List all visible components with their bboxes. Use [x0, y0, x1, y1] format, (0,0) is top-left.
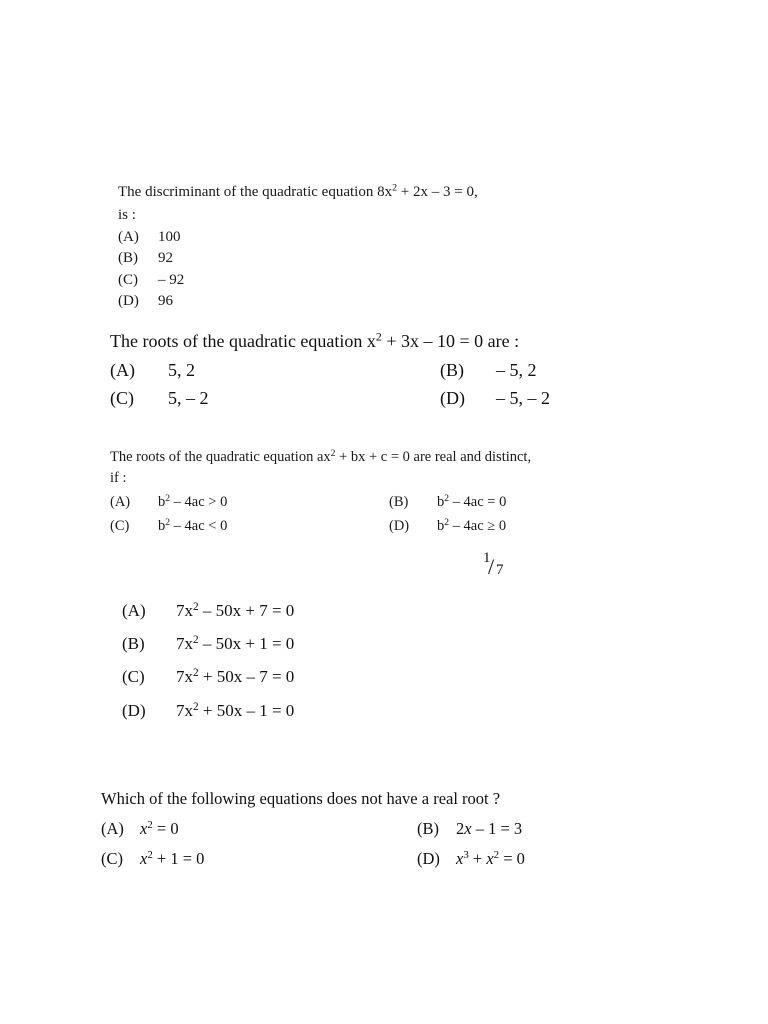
option-text: – 5, 2 [496, 360, 537, 380]
question-stem-line2: is : [118, 207, 136, 223]
option-text: 96 [158, 293, 173, 309]
option-text: 92 [158, 250, 173, 266]
option-label: (D) [122, 701, 146, 720]
option-label: (B) [122, 634, 145, 653]
option-label: (B) [389, 494, 409, 510]
option-text: $7x^2 + 50x - 1 = 0$ [176, 700, 295, 720]
fraction-denominator: 7 [496, 562, 504, 578]
option-label: (B) [440, 360, 464, 380]
option-text: $7x^2 - 50x + 7 = 0$ [176, 600, 295, 620]
option-label: (C) [110, 388, 134, 408]
option-text: $b^2 - 4ac = 0$ [437, 492, 507, 510]
fraction-slash: / [488, 554, 495, 579]
option-label: (B) [118, 250, 138, 266]
question-stem: The roots of the quadratic equation $ax^2$ + bx + c = 0 are real and distinct, [110, 447, 532, 465]
option-text: $x^2 = 0$ [140, 819, 179, 838]
question-stem-line2: if : [110, 470, 127, 486]
fraction-numerator: 1 [483, 550, 491, 566]
option-text: $x^3 + x^2 = 0$ [456, 849, 525, 868]
question-stem: The roots of the quadratic equation $x^2 + 3x - 10 = 0$ are : [110, 329, 520, 351]
option-text: $b^2 - 4ac < 0$ [158, 516, 228, 534]
option-label: (D) [389, 518, 410, 534]
option-label: (D) [118, 293, 139, 309]
question-stem: The discriminant of the quadratic equation $8x^2 + 2x - 3 = 0$, [118, 182, 478, 200]
option-text: 5, 2 [168, 360, 195, 380]
option-text: 100 [158, 229, 181, 245]
option-label: (C) [101, 849, 123, 868]
option-label: (A) [110, 494, 131, 510]
option-text: $b^2 - 4ac \ge 0$ [437, 516, 507, 534]
option-label: (C) [118, 272, 138, 288]
option-text: 2x – 1 = 3 [456, 819, 523, 838]
question-stem: Which of the following equations does not have a real root ? [101, 789, 501, 808]
option-label: (A) [122, 601, 146, 620]
option-text: 5, – 2 [168, 388, 209, 408]
option-label: (C) [110, 518, 130, 534]
option-text: $7x^2 - 50x + 1 = 0$ [176, 633, 295, 653]
option-text: $7x^2 + 50x - 7 = 0$ [176, 666, 295, 686]
option-text: – 92 [158, 272, 185, 288]
option-text: $x^2 + 1 = 0$ [140, 849, 205, 868]
option-label: (B) [417, 819, 439, 838]
option-label: (C) [122, 667, 145, 686]
option-text: – 5, – 2 [496, 388, 550, 408]
option-text: $b^2 - 4ac > 0$ [158, 492, 228, 510]
option-label: (D) [417, 849, 440, 868]
option-label: (A) [101, 819, 124, 838]
option-label: (A) [110, 360, 135, 380]
option-label: (D) [440, 388, 465, 408]
option-label: (A) [118, 229, 139, 245]
page-fraction [483, 550, 507, 582]
